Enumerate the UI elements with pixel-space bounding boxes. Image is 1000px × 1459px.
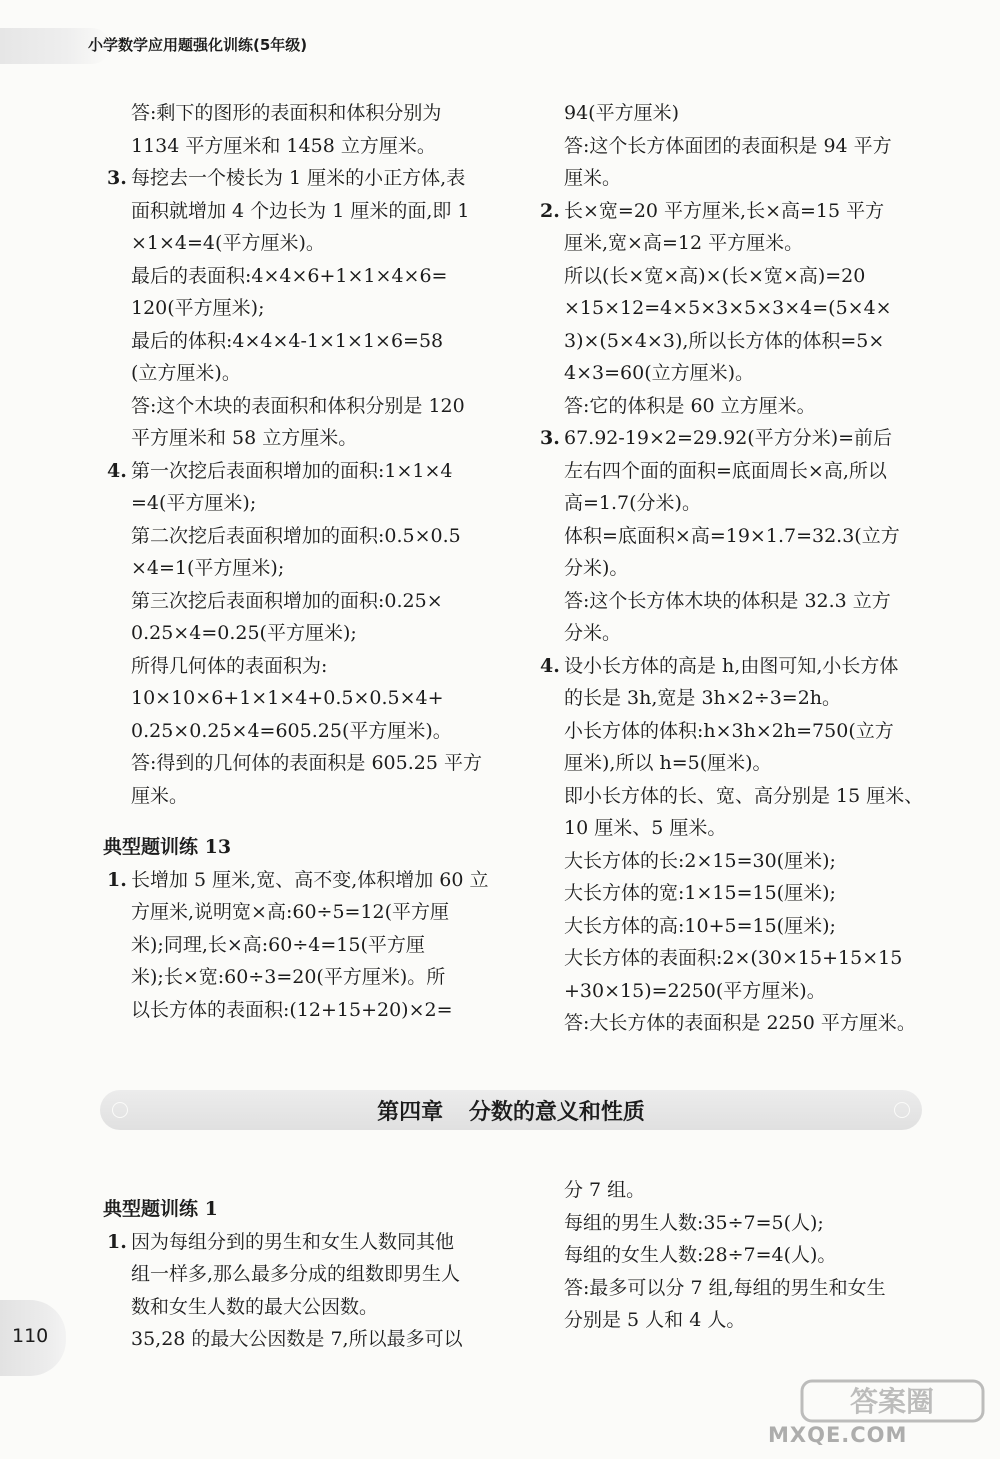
line-text: 米);同理,长×高:60÷4=15(平方厘 <box>131 933 425 956</box>
text-line <box>533 715 933 748</box>
line-text: 小长方体的体积:h×3h×2h=750(立方 <box>564 719 894 742</box>
text-line <box>533 585 933 618</box>
line-text: 分 7 组。 <box>564 1179 646 1201</box>
line-text: 以长方体的表面积:(12+15+20)×2= <box>131 998 453 1021</box>
text-line <box>100 1258 500 1291</box>
chapter-banner <box>100 1090 922 1130</box>
item-number: 1. <box>107 1230 127 1253</box>
line-text: 面积就增加 4 个边长为 1 厘米的面,即 1 <box>131 199 470 222</box>
line-text: 答:它的体积是 60 立方厘米。 <box>564 394 816 417</box>
item-number: 3. <box>107 167 127 189</box>
item-number: 4. <box>540 654 560 677</box>
line-text: 分米。 <box>564 622 622 644</box>
text-line <box>533 390 933 423</box>
line-text: 1134 平方厘米和 1458 立方厘米。 <box>131 134 436 157</box>
text-line <box>533 1174 933 1207</box>
line-text: 厘米。 <box>131 784 189 807</box>
line-text: 左右四个面的面积=底面周长×高,所以 <box>564 459 887 482</box>
line-text: 0.25×0.25×4=605.25(平方厘米)。 <box>131 719 452 742</box>
text-line <box>533 292 933 325</box>
watermark-url: MXQE.COM <box>768 1423 908 1447</box>
text-line <box>533 97 933 130</box>
text-line <box>100 617 500 650</box>
text-line <box>533 812 933 845</box>
text-line <box>533 650 933 683</box>
line-text: 答:得到的几何体的表面积是 605.25 平方 <box>131 752 482 774</box>
line-text: ×1×4=4(平方厘米)。 <box>131 232 325 254</box>
text-line <box>100 325 500 358</box>
line-text: 所以(长×宽×高)×(长×宽×高)=20 <box>564 264 866 287</box>
line-text: 大长方体的宽:1×15=15(厘米); <box>564 882 836 904</box>
line-text: 35,28 的最大公因数是 7,所以最多可以 <box>131 1328 463 1350</box>
text-line <box>533 227 933 260</box>
left-column-chapter4 <box>100 1174 500 1356</box>
text-line <box>533 747 933 780</box>
line-text: =4(平方厘米); <box>131 492 257 514</box>
text-line <box>100 896 500 929</box>
text-line <box>100 552 500 585</box>
text-line <box>533 1207 933 1240</box>
line-text: 因为每组分到的男生和女生人数同其他 <box>131 1230 455 1253</box>
text-line <box>533 910 933 943</box>
watermark-logo <box>800 1377 985 1425</box>
line-text: 第三次挖后表面积增加的面积:0.25× <box>131 589 443 612</box>
text-line <box>533 552 933 585</box>
text-line <box>533 780 933 813</box>
line-text: 厘米),所以 h=5(厘米)。 <box>564 752 772 774</box>
line-text: 每组的男生人数:35÷7=5(人); <box>564 1211 824 1234</box>
text-line <box>100 585 500 618</box>
chapter-title: 第四章 分数的意义和性质 <box>377 1100 645 1125</box>
line-text: 3)×(5×4×3),所以长方体的体积=5× <box>564 329 885 352</box>
text-line <box>533 325 933 358</box>
text-line <box>533 487 933 520</box>
line-text: 最后的体积:4×4×4-1×1×1×6=58 <box>131 329 444 352</box>
left-column <box>100 97 500 1026</box>
line-text: 所得几何体的表面积为: <box>131 654 328 677</box>
line-text: 第一次挖后表面积增加的面积:1×1×4 <box>131 459 453 482</box>
item-number: 3. <box>540 427 560 449</box>
text-line <box>100 390 500 423</box>
page-number: 110 <box>12 1325 49 1347</box>
line-text: 长增加 5 厘米,宽、高不变,体积增加 60 立 <box>131 868 489 891</box>
text-line <box>100 747 500 780</box>
text-line <box>533 422 933 455</box>
text-line <box>100 422 500 455</box>
watermark-logo-text: 答案圈 <box>849 1385 935 1418</box>
line-text: 第二次挖后表面积增加的面积:0.5×0.5 <box>131 524 461 547</box>
text-line <box>100 994 500 1027</box>
text-line <box>100 195 500 228</box>
line-text: 米);长×宽:60÷3=20(平方厘米)。所 <box>131 966 446 988</box>
text-line <box>533 1007 933 1040</box>
text-line <box>100 520 500 553</box>
line-text: 10×10×6+1×1×4+0.5×0.5×4+ <box>131 687 444 709</box>
text-line <box>533 845 933 878</box>
line-text: 答:这个长方体木块的体积是 32.3 立方 <box>564 589 891 612</box>
line-text: (立方厘米)。 <box>131 362 241 384</box>
line-text: 即小长方体的长、宽、高分别是 15 厘米、 <box>564 784 924 807</box>
text-line <box>100 715 500 748</box>
line-text: 0.25×4=0.25(平方厘米); <box>131 622 357 644</box>
text-line <box>100 1323 500 1356</box>
line-text: 答:大长方体的表面积是 2250 平方厘米。 <box>564 1012 916 1034</box>
text-line <box>100 357 500 390</box>
text-line <box>100 1291 500 1324</box>
text-line <box>100 780 500 813</box>
text-line <box>533 1304 933 1337</box>
line-text: 每挖去一个棱长为 1 厘米的小正方体,表 <box>131 167 466 189</box>
line-text: 答:这个木块的表面积和体积分别是 120 <box>131 394 465 417</box>
text-line <box>100 650 500 683</box>
line-text: 长×宽=20 平方厘米,长×高=15 平方 <box>564 199 885 222</box>
line-text: 分别是 5 人和 4 人。 <box>564 1309 746 1331</box>
line-text: 平方厘米和 58 立方厘米。 <box>131 427 358 449</box>
text-line <box>100 487 500 520</box>
text-line <box>533 520 933 553</box>
text-line <box>100 227 500 260</box>
text-line <box>533 1239 933 1272</box>
line-text: 最后的表面积:4×4×6+1×1×4×6= <box>131 264 448 287</box>
right-column <box>533 97 933 1040</box>
line-text: 10 厘米、5 厘米。 <box>564 817 727 839</box>
text-line <box>533 1272 933 1305</box>
line-text: +30×15)=2250(平方厘米)。 <box>564 979 826 1002</box>
line-text: ×4=1(平方厘米); <box>131 557 285 579</box>
text-line <box>533 162 933 195</box>
line-text: 厘米,宽×高=12 平方厘米。 <box>564 232 804 254</box>
item-number: 1. <box>107 868 127 891</box>
line-text: 高=1.7(分米)。 <box>564 492 701 514</box>
line-text: 的长是 3h,宽是 3h×2÷3=2h。 <box>564 687 842 709</box>
right-column-chapter4 <box>533 1174 933 1337</box>
line-text: 答:剩下的图形的表面积和体积分别为 <box>131 102 442 124</box>
line-text: 体积=底面积×高=19×1.7=32.3(立方 <box>564 524 900 547</box>
text-line <box>533 455 933 488</box>
line-text: 4×3=60(立方厘米)。 <box>564 362 755 384</box>
text-line <box>533 617 933 650</box>
line-text: 分米)。 <box>564 557 629 579</box>
line-text: 答:这个长方体面团的表面积是 94 平方 <box>564 134 892 157</box>
line-text: 方厘米,说明宽×高:60÷5=12(平方厘 <box>131 901 450 923</box>
text-line <box>533 130 933 163</box>
line-text: 厘米。 <box>564 167 622 189</box>
text-line <box>533 975 933 1008</box>
text-line <box>533 260 933 293</box>
text-line <box>100 864 500 897</box>
text-line <box>100 682 500 715</box>
text-line <box>533 682 933 715</box>
line-text: ×15×12=4×5×3×5×3×4=(5×4× <box>564 297 892 319</box>
text-line <box>533 195 933 228</box>
item-number: 2. <box>540 199 560 222</box>
line-text: 答:最多可以分 7 组,每组的男生和女生 <box>564 1276 886 1299</box>
line-text: 组一样多,那么最多分成的组数即男生人 <box>131 1263 461 1285</box>
text-line <box>100 97 500 130</box>
section-title: 典型题训练 13 <box>103 836 232 858</box>
running-head: 小学数学应用题强化训练(5年级) <box>88 36 308 54</box>
line-text: 数和女生人数的最大公因数。 <box>131 1295 379 1318</box>
line-text: 大长方体的高:10+5=15(厘米); <box>564 914 836 937</box>
line-text: 设小长方体的高是 h,由图可知,小长方体 <box>564 654 899 677</box>
text-line <box>100 130 500 163</box>
line-text: 大长方体的长:2×15=30(厘米); <box>564 849 836 872</box>
text-line <box>533 942 933 975</box>
text-line <box>100 162 500 195</box>
section-title: 典型题训练 1 <box>103 1198 218 1220</box>
line-text: 每组的女生人数:28÷7=4(人)。 <box>564 1244 837 1266</box>
text-line <box>100 292 500 325</box>
text-line <box>100 260 500 293</box>
text-line <box>533 877 933 910</box>
text-line <box>100 455 500 488</box>
line-text: 67.92-19×2=29.92(平方分米)=前后 <box>564 427 893 449</box>
text-line <box>100 929 500 962</box>
line-text: 120(平方厘米); <box>131 297 265 319</box>
line-text: 大长方体的表面积:2×(30×15+15×15 <box>564 947 903 969</box>
item-number: 4. <box>107 459 127 482</box>
line-text: 94(平方厘米) <box>564 102 680 124</box>
text-line <box>100 1226 500 1259</box>
text-line <box>533 357 933 390</box>
text-line <box>100 961 500 994</box>
